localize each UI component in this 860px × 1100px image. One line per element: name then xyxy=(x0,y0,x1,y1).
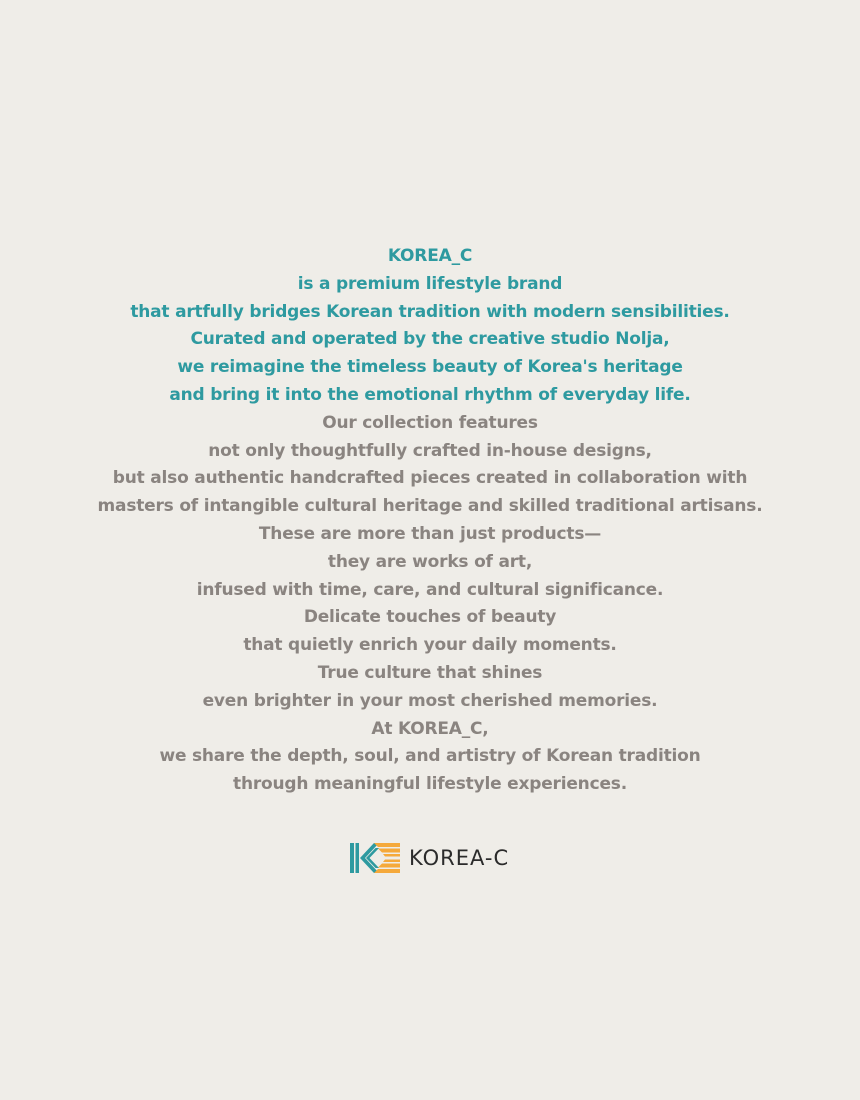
intro-line: that artfully bridges Korean tradition with modern sensibilities. xyxy=(130,301,730,322)
body-line: they are works of art, xyxy=(327,551,533,572)
kc-monogram-icon xyxy=(350,842,400,874)
body-line: Our collection features xyxy=(322,412,538,433)
body-line: masters of intangible cultural heritage and skilled traditional artisans. xyxy=(97,496,763,517)
body-line: through meaningful lifestyle experiences. xyxy=(233,774,627,795)
body-line: infused with time, care, and cultural significance. xyxy=(196,579,664,600)
body-line: not only thoughtfully crafted in-house designs, xyxy=(208,440,652,461)
body-line: True culture that shines xyxy=(317,662,543,683)
body-line: Delicate touches of beauty xyxy=(303,607,557,628)
intro-line: is a premium lifestyle brand xyxy=(297,273,563,294)
body-line: even brighter in your most cherished memories. xyxy=(202,690,658,711)
body-line: we share the depth, soul, and artistry of Korean tradition xyxy=(159,746,701,767)
body-line: These are more than just products— xyxy=(258,523,602,544)
intro-line: Curated and operated by the creative studio Nolja, xyxy=(190,329,670,350)
intro-line: and bring it into the emotional rhythm of everyday life. xyxy=(169,384,691,405)
intro-line: we reimagine the timeless beauty of Korea's heritage xyxy=(177,357,683,378)
logo-wordmark: KOREA-C xyxy=(409,846,510,870)
korea-c-logo xyxy=(350,842,509,874)
body-line: but also authentic handcrafted pieces created in collaboration with xyxy=(112,468,748,489)
intro-line-brand-name: KOREA_C xyxy=(387,246,473,266)
body-line: that quietly enrich your daily moments. xyxy=(243,635,617,656)
brand-statement xyxy=(0,243,860,799)
body-line: At KOREA_C, xyxy=(371,718,489,739)
